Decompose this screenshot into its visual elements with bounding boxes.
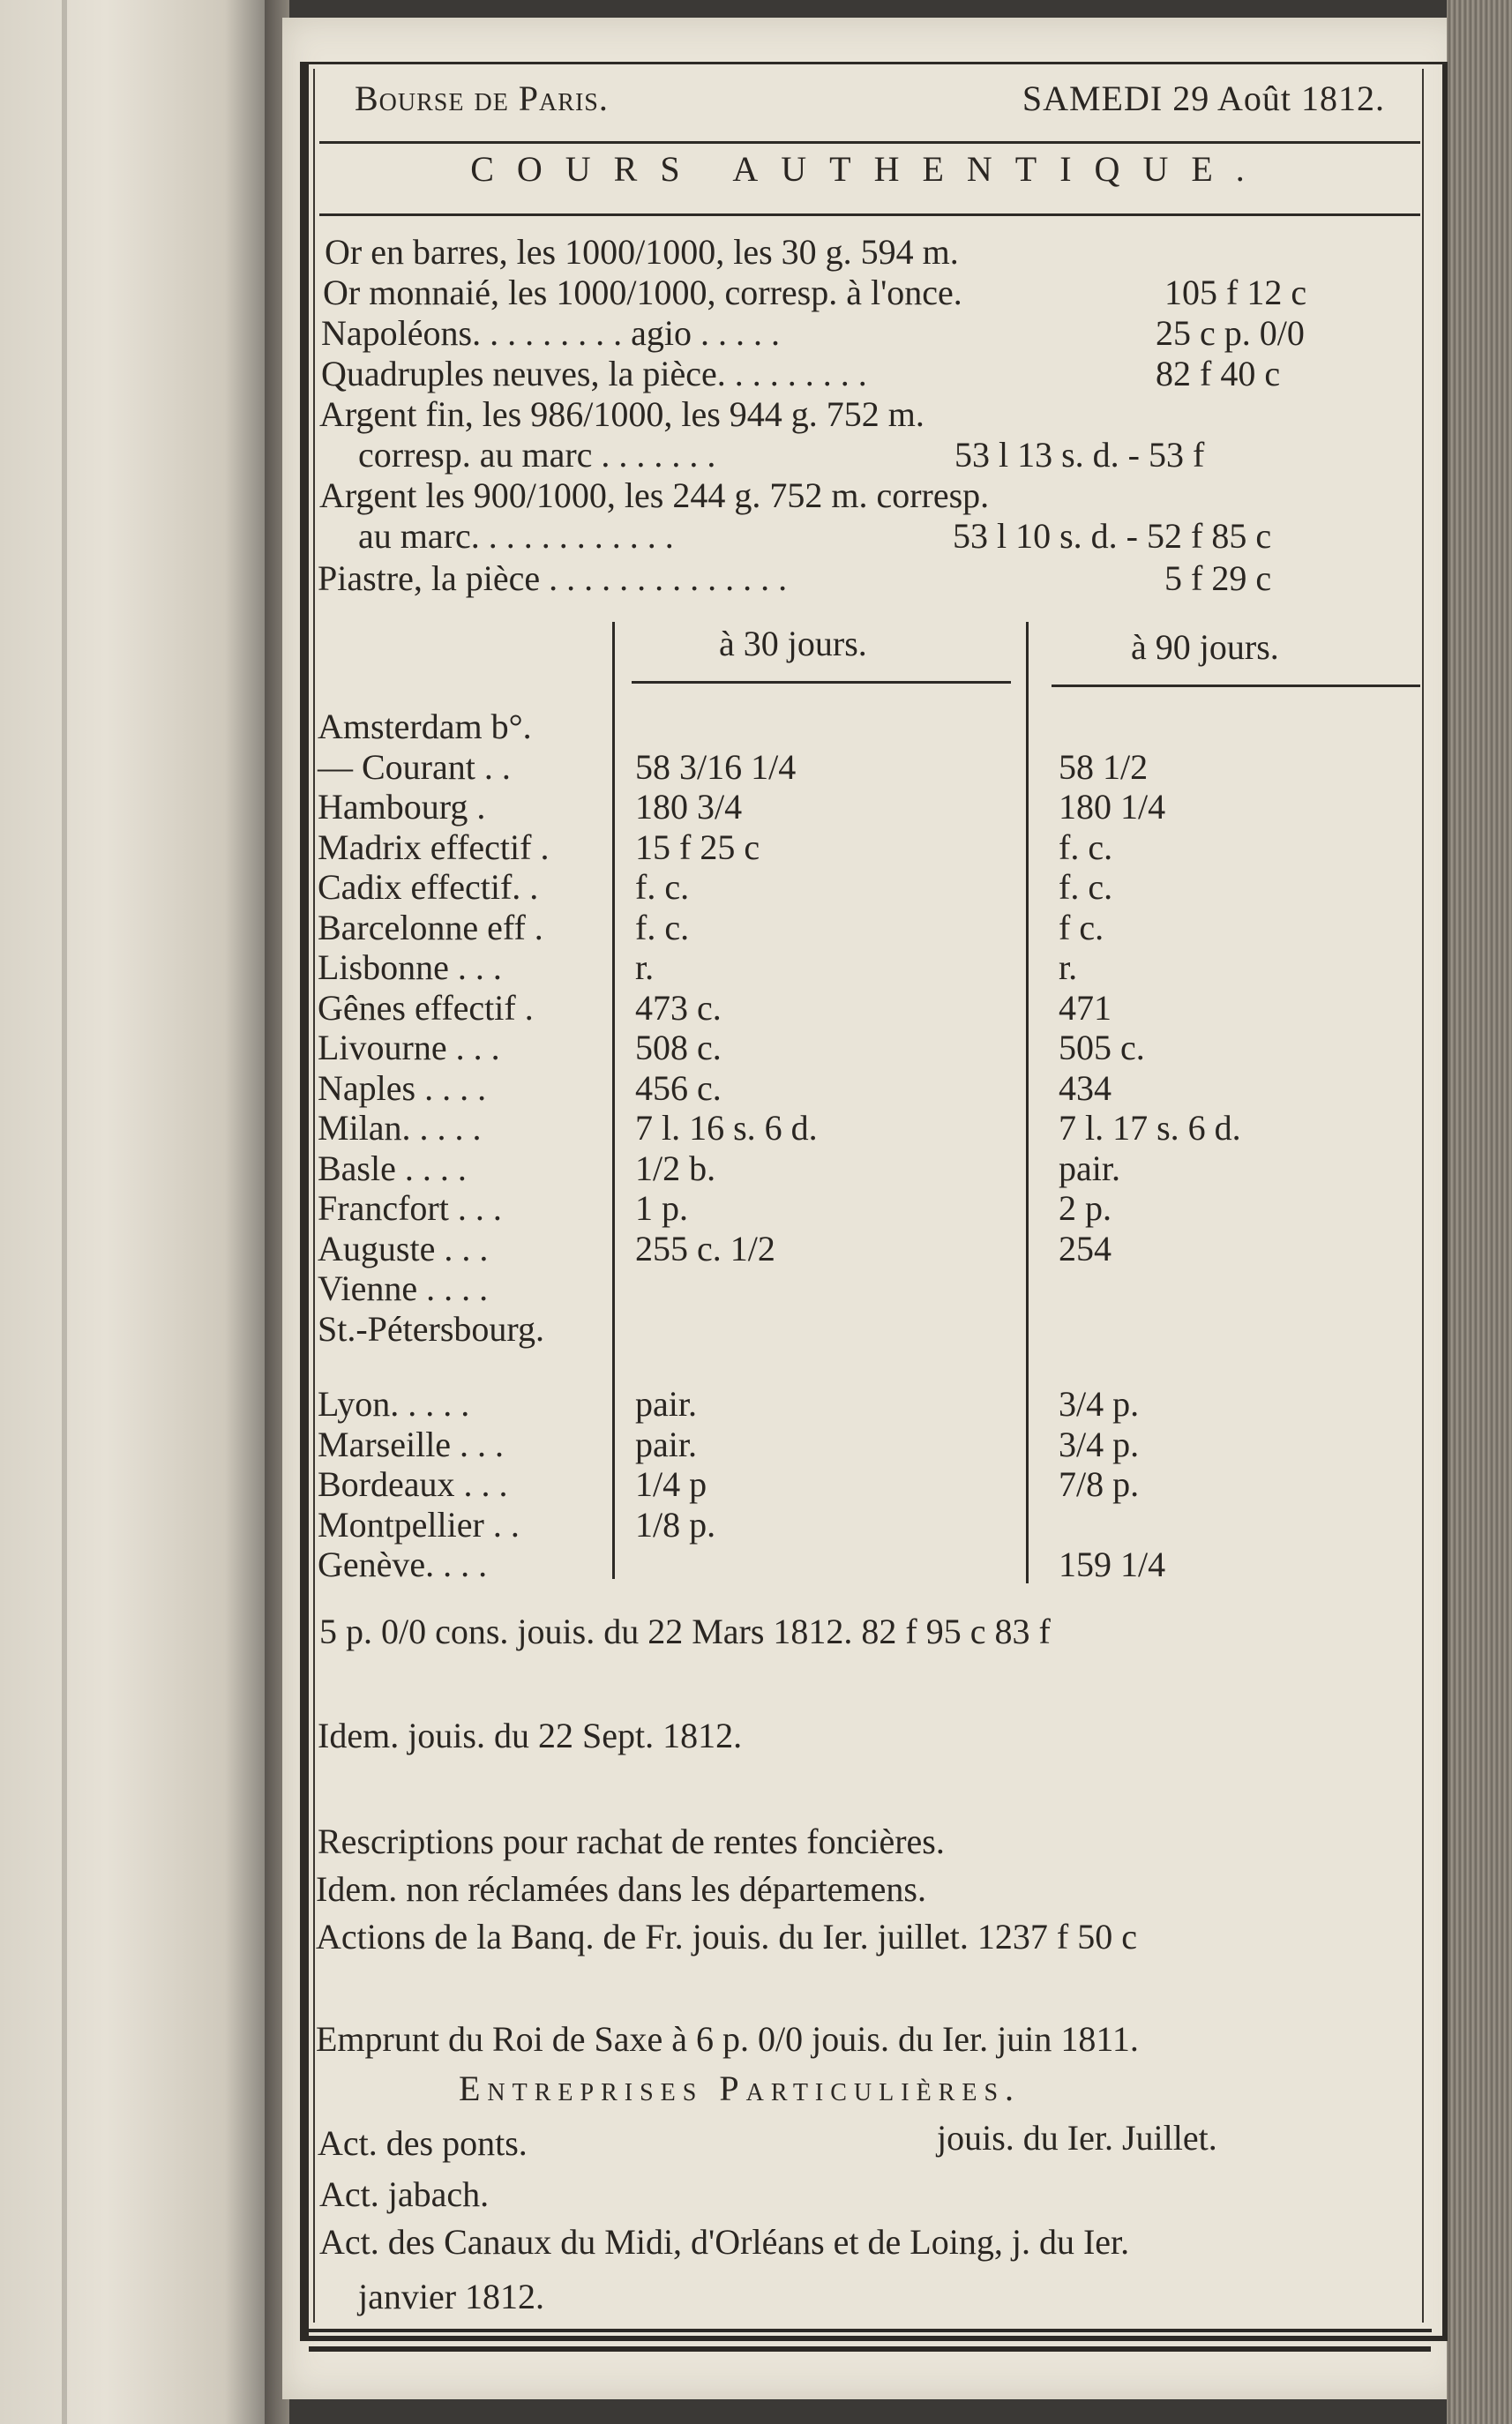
exchange-rate-30: 180 3/4 — [635, 787, 743, 827]
metal-line-5: Argent fin, les 986/1000, les 944 g. 752 m. — [319, 394, 924, 434]
bottom-rule — [307, 2329, 1432, 2332]
exchange-rate-30: r. — [635, 947, 655, 987]
exchange-place: Cadix effectif. . — [318, 867, 539, 907]
header-bourse: Bourse de Paris. — [355, 79, 609, 118]
entreprise-ponts: Act. des ponts. — [318, 2123, 528, 2163]
entreprise-canaux-line1: Act. des Canaux du Midi, d'Orléans et de Loing, j. du Ier. — [319, 2222, 1130, 2262]
exchange-place: Barcelonne eff . — [318, 907, 543, 947]
exchange-place: Basle . . . . — [318, 1148, 467, 1188]
exchange-rate-30: 58 3/16 1/4 — [635, 746, 797, 787]
exchange-place: Auguste . . . — [318, 1228, 489, 1268]
exchange-place: Livourne . . . — [318, 1028, 500, 1067]
fund-cons: 5 p. 0/0 cons. jouis. du 22 Mars 1812. 82 f 95 c 83 f — [319, 1612, 1051, 1651]
exchange-rate-30: 473 c. — [635, 987, 722, 1028]
metal-line-4: Quadruples neuves, la pièce. . . . . . . . . — [321, 354, 867, 393]
table-divider-left — [612, 622, 615, 1579]
metal-value-8: 53 l 10 s. d. - 52 f 85 c — [953, 516, 1272, 556]
exchange-rate-90: f c. — [1059, 907, 1104, 947]
bottom-rule-thick — [309, 2346, 1431, 2352]
exchange-place: Hambourg . — [318, 787, 486, 827]
exchange-rate-30: 7 l. 16 s. 6 d. — [635, 1108, 818, 1148]
header-date: SAMEDI 29 Août 1812. — [1022, 79, 1385, 118]
exchange-rate-90: f. c. — [1059, 827, 1113, 867]
exchange-rate-30: 255 c. 1/2 — [635, 1228, 775, 1268]
exchange-rate-30: pair. — [635, 1384, 697, 1424]
fund-idem-non: Idem. non réclamées dans les départemens. — [316, 1869, 926, 1909]
exchange-rate-30: f. c. — [635, 907, 690, 947]
header-rule — [319, 141, 1420, 144]
column-header-30: à 30 jours. — [719, 624, 867, 663]
exchange-rate-90: f. c. — [1059, 867, 1113, 907]
exchange-rate-90: 2 p. — [1059, 1188, 1112, 1228]
exchange-rate-30: f. c. — [635, 867, 690, 907]
exchange-rate-90: 3/4 p. — [1059, 1424, 1140, 1464]
exchange-rate-90: 505 c. — [1059, 1028, 1145, 1067]
column-rule-30 — [632, 681, 1011, 684]
exchange-place: Amsterdam b°. — [318, 707, 532, 746]
fund-actions-banque: Actions de la Banq. de Fr. jouis. du Ier. juillet. 1237 f 50 c — [316, 1917, 1137, 1956]
metal-line-7: Argent les 900/1000, les 244 g. 752 m. corresp. — [319, 475, 990, 515]
metal-value-9: 5 f 29 c — [1164, 558, 1272, 598]
metal-line-3: Napoléons. . . . . . . . . agio . . . . . — [321, 313, 780, 353]
exchange-place: Genève. . . . — [318, 1545, 488, 1584]
fund-rescriptions: Rescriptions pour rachat de rentes foncières. — [318, 1822, 945, 1861]
exchange-rate-90: 58 1/2 — [1059, 746, 1149, 787]
page-header — [318, 78, 1420, 131]
page-stack-edge — [1447, 0, 1512, 2424]
exchange-place: Naples . . . . — [318, 1067, 487, 1108]
page-title: COURS AUTHENTIQUE. — [470, 149, 1268, 189]
exchange-rate-30: 15 f 25 c — [635, 827, 760, 867]
metal-value-3: 25 c p. 0/0 — [1156, 313, 1305, 353]
table-divider-right — [1026, 622, 1029, 1583]
title-rule — [319, 213, 1420, 216]
fund-emprunt: Emprunt du Roi de Saxe à 6 p. 0/0 jouis. du Ier. juin 1811. — [316, 2019, 1139, 2059]
exchange-rate-30: pair. — [635, 1424, 697, 1464]
exchange-rate-90: r. — [1059, 947, 1078, 987]
metal-line-8: au marc. . . . . . . . . . . . — [358, 516, 674, 556]
metal-line-6: corresp. au marc . . . . . . . — [358, 435, 716, 475]
exchange-rate-90: 7 l. 17 s. 6 d. — [1059, 1108, 1241, 1148]
metal-line-9: Piastre, la pièce . . . . . . . . . . . . . . — [318, 558, 788, 598]
metal-value-2: 105 f 12 c — [1164, 273, 1307, 312]
exchange-rate-90: 434 — [1059, 1067, 1112, 1108]
exchange-place: Madrix effectif . — [318, 827, 550, 867]
exchange-rate-90: pair. — [1059, 1148, 1120, 1188]
entreprise-jabach: Act. jabach. — [319, 2174, 490, 2214]
exchange-place: Milan. . . . . — [318, 1108, 482, 1148]
column-rule-90 — [1052, 685, 1420, 687]
exchange-place: — Courant . . — [318, 746, 511, 787]
exchange-rate-90: 471 — [1059, 987, 1112, 1028]
exchange-place: Vienne . . . . — [318, 1268, 489, 1308]
exchange-rate-30: 1 p. — [635, 1188, 688, 1228]
metal-value-6: 53 l 13 s. d. - 53 f — [954, 435, 1205, 475]
exchange-rate-30: 1/2 b. — [635, 1148, 716, 1188]
metal-line-1: Or en barres, les 1000/1000, les 30 g. 594 m. — [325, 232, 959, 272]
fund-idem: Idem. jouis. du 22 Sept. 1812. — [318, 1716, 743, 1755]
metal-value-4: 82 f 40 c — [1156, 354, 1281, 393]
exchange-place: Francfort . . . — [318, 1188, 502, 1228]
entreprises-title: Entreprises Particulières. — [459, 2069, 1022, 2108]
exchange-rate-90: 180 1/4 — [1059, 787, 1166, 827]
facing-page-edge — [0, 0, 265, 2424]
exchange-rate-90: 159 1/4 — [1059, 1545, 1166, 1584]
exchange-place: Bordeaux . . . — [318, 1464, 508, 1504]
exchange-place: Lisbonne . . . — [318, 947, 502, 987]
exchange-place: Montpellier . . — [318, 1504, 520, 1545]
exchange-rate-90: 7/8 p. — [1059, 1464, 1140, 1504]
entreprise-canaux-line2: janvier 1812. — [358, 2277, 545, 2316]
exchange-rate-90: 254 — [1059, 1228, 1112, 1268]
entreprise-ponts-jouis: jouis. du Ier. Juillet. — [937, 2118, 1217, 2158]
column-header-90: à 90 jours. — [1131, 627, 1279, 667]
exchange-place: Gênes effectif . — [318, 987, 534, 1028]
exchange-place: St.-Pétersbourg. — [318, 1308, 545, 1349]
exchange-rate-90: 3/4 p. — [1059, 1384, 1140, 1424]
exchange-rate-30: 456 c. — [635, 1067, 722, 1108]
exchange-place: Marseille . . . — [318, 1424, 505, 1464]
exchange-place: Lyon. . . . . — [318, 1384, 470, 1424]
exchange-rate-30: 1/4 p — [635, 1464, 707, 1504]
exchange-rate-30: 1/8 p. — [635, 1504, 716, 1545]
exchange-rate-30: 508 c. — [635, 1028, 722, 1067]
metal-line-2: Or monnaié, les 1000/1000, corresp. à l'once. — [323, 273, 962, 312]
